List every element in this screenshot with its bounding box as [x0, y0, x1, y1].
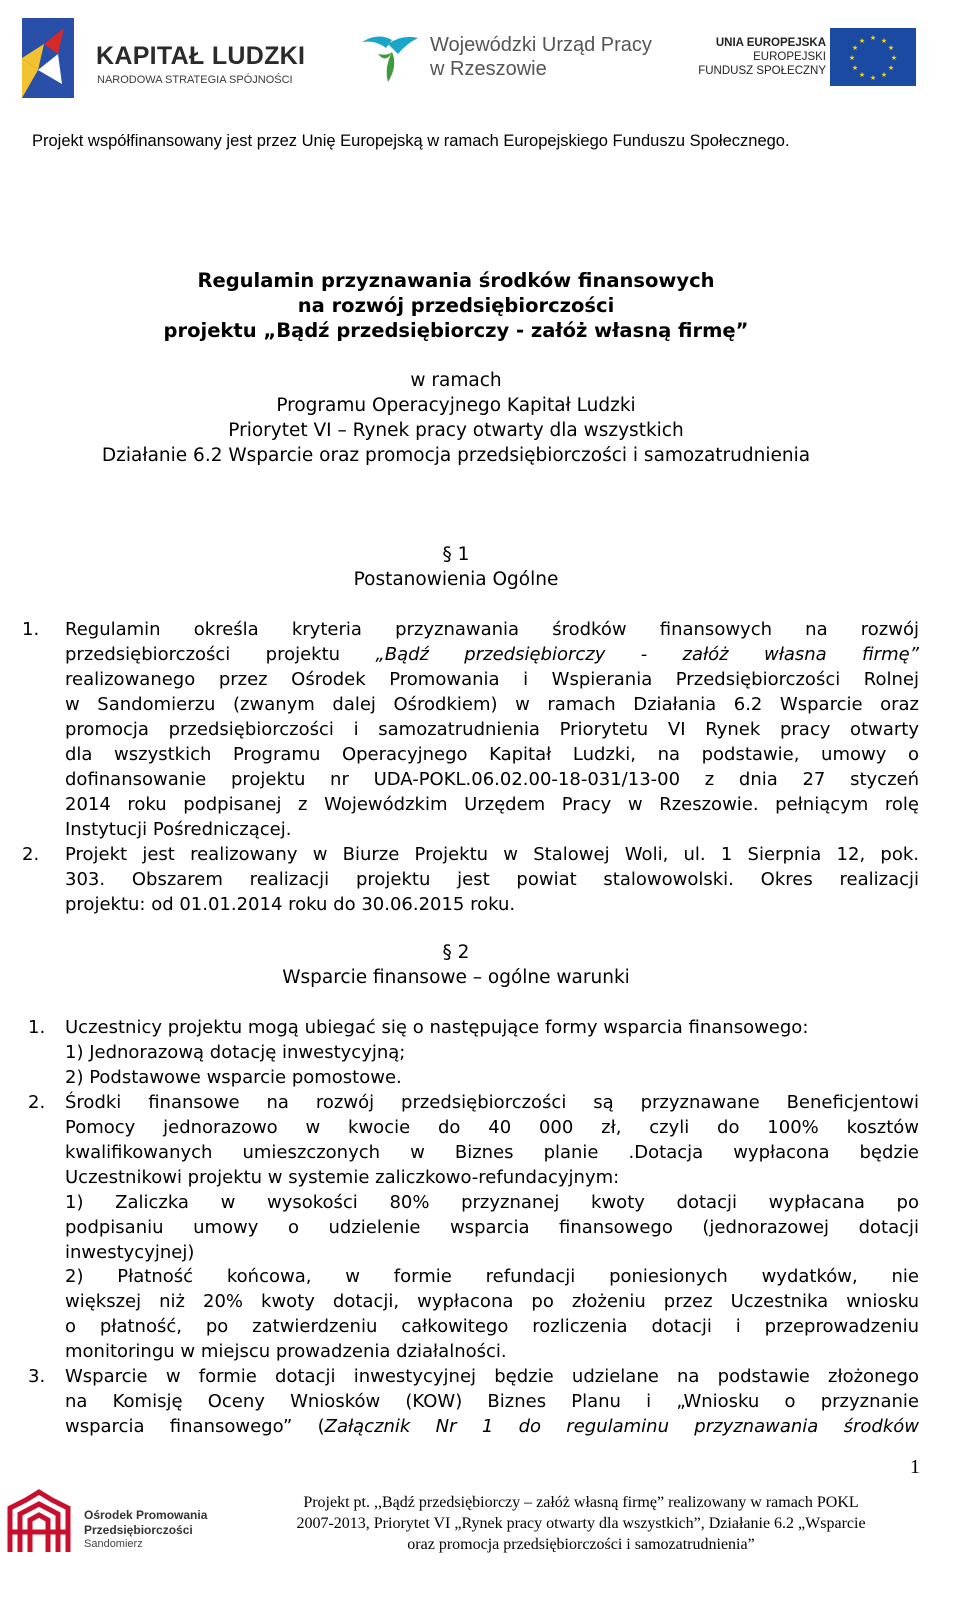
- ospr-line2: Przedsiębiorczości: [84, 1523, 193, 1537]
- svg-text:★: ★: [887, 64, 895, 72]
- svg-text:★: ★: [858, 37, 866, 45]
- svg-text:★: ★: [848, 54, 856, 62]
- kapital-ludzki-title: KAPITAŁ LUDZKI: [96, 42, 306, 70]
- section2-header: [0, 940, 912, 990]
- s2-p2-line10: o płatność, po zatwierdzeniu całkowitego rozliczenia dotacji i przeprowadzeniu: [65, 1316, 919, 1337]
- section1-heading: Postanowienia Ogólne: [353, 569, 559, 590]
- s2-p2-line5: 1) Zaliczka w wysokości 80% przyznanej kwoty dotacji wypłacana po: [65, 1192, 919, 1213]
- page-number: 1: [910, 1456, 920, 1478]
- eu-flag-icon: [830, 28, 916, 86]
- svg-text:★: ★: [890, 54, 898, 62]
- eu-logo-text: [698, 36, 826, 78]
- kapital-ludzki-emblem-icon: [18, 14, 78, 102]
- s2-p2-line7: inwestycyjnej): [65, 1242, 195, 1263]
- kapital-ludzki-logo: [18, 12, 308, 104]
- s1-p1-line6: dla wszystkich Programu Operacyjnego Kapitał Ludzki, na podstawie, umowy o: [65, 744, 919, 765]
- s1-p1-project-name: „Bądź przedsiębiorczy - załóż własna firmę”: [375, 644, 919, 665]
- footer-project-note: [236, 1492, 926, 1555]
- title-line3: projektu „Bądź przedsiębiorczy - załóż własną firmę”: [163, 319, 749, 342]
- section1-header: [0, 542, 912, 592]
- svg-text:★: ★: [880, 37, 888, 45]
- section2-mark: § 2: [442, 942, 470, 963]
- s2-p2-line8: 2) Płatność końcowa, w formie refundacji poniesionych wydatków, nie: [65, 1266, 919, 1287]
- s2-p3-line1: Wsparcie w formie dotacji inwestycyjnej będzie udzielane na podstawie złożonego: [65, 1366, 919, 1387]
- svg-text:★: ★: [851, 64, 859, 72]
- s1-p1-line2: [65, 642, 919, 667]
- s2-p2-line4: Uczestnikowi projektu w systemie zaliczkowo-refundacyjnym:: [65, 1167, 620, 1188]
- s2-p2-number: 2.: [28, 1092, 46, 1113]
- s2-p3-line2: na Komisję Oceny Wniosków (KOW) Biznes Planu i „Wniosku o przyznanie: [65, 1391, 919, 1412]
- s1-p1-number: 1.: [22, 619, 40, 640]
- s1-p1-line8: 2014 roku podpisanej z Wojewódzkim Urzędem Pracy w Rzeszowie. pełniącym rolę: [65, 794, 919, 815]
- wup-rzeszow-logo: [358, 26, 658, 90]
- s2-p3-attachment-ref: Załącznik Nr 1 do regulaminu przyznawania środków: [324, 1416, 919, 1437]
- footer-line3: oraz promocja przedsiębiorczości i samozatrudnienia”: [407, 1536, 755, 1553]
- s2-p2-line11: monitoringu w miejscu prowadzenia działalności.: [65, 1341, 507, 1362]
- title-line1: Regulamin przyznawania środków finansowych: [197, 269, 715, 292]
- ospr-emblem-icon: [4, 1486, 74, 1558]
- s1-p1-line7: dofinansowanie projektu nr UDA-POKL.06.02.00-18-031/13-00 z dnia 27 styczeń: [65, 769, 919, 790]
- eu-line2: EUROPEJSKI: [753, 51, 826, 63]
- kapital-ludzki-subtitle: NARODOWA STRATEGIA SPÓJNOŚCI: [97, 74, 293, 86]
- wup-line2: w Rzeszowie: [430, 58, 547, 80]
- program-block: [0, 368, 912, 468]
- footer-line2: 2007-2013, Priorytet VI „Rynek pracy otwarty dla wszystkich”, Działanie 6.2 „Wsparcie: [296, 1515, 866, 1532]
- svg-text:★: ★: [858, 71, 866, 79]
- s1-p1-line3: realizowanego przez Ośrodek Promowania i Wspierania Przedsiębiorczości Rolnej: [65, 669, 919, 690]
- s2-p3-line3-text: wsparcia finansowego” (: [65, 1416, 325, 1437]
- eu-line3: FUNDUSZ SPOŁECZNY: [698, 65, 826, 77]
- section1-mark: § 1: [442, 544, 470, 565]
- s2-p2-line6: podpisaniu umowy o udzielenie wsparcia finansowego (jednorazowej dotacji: [65, 1217, 919, 1238]
- s1-p1-line1: Regulamin określa kryteria przyznawania środków finansowych na rozwój: [65, 619, 919, 640]
- s1-p2-line3: projektu: od 01.01.2014 roku do 30.06.2015 roku.: [65, 894, 516, 915]
- s2-p1-line1: Uczestnicy projektu mogą ubiegać się o następujące formy wsparcia finansowego:: [65, 1017, 809, 1038]
- title-line2: na rozwój przedsiębiorczości: [297, 294, 615, 317]
- s2-p2-line9: większej niż 20% kwoty dotacji, wypłacona po złożeniu przez Uczestnika wniosku: [65, 1291, 919, 1312]
- program-line1: w ramach: [410, 370, 502, 391]
- s1-p1-line4: w Sandomierzu (zwanym dalej Ośrodkiem) w ramach Działania 6.2 Wsparcie oraz: [65, 694, 919, 715]
- s1-p1-line2-text: przedsiębiorczości projektu: [65, 644, 376, 665]
- svg-text:★: ★: [887, 44, 895, 52]
- s2-p2-line1: Środki finansowe na rozwój przedsiębiorczości są przyznawane Beneficjentowi: [65, 1092, 919, 1113]
- program-line4: Działanie 6.2 Wsparcie oraz promocja przedsiębiorczości i samozatrudnienia: [101, 445, 811, 466]
- svg-text:★: ★: [869, 34, 877, 42]
- s2-p1-item2: 2) Podstawowe wsparcie pomostowe.: [65, 1067, 402, 1088]
- svg-text:★: ★: [869, 74, 877, 82]
- s2-p2-line3: kwalifikowanych umieszczonych w Biznes planie .Dotacja wypłacona będzie: [65, 1142, 919, 1163]
- s2-p1-number: 1.: [28, 1017, 46, 1038]
- ospr-line1: Ośrodek Promowania: [84, 1508, 208, 1522]
- s1-p1-line5: promocja przedsiębiorczości i samozatrudnienia Priorytetu VI Rynek pracy otwarty: [65, 719, 919, 740]
- s2-p3-number: 3.: [28, 1366, 46, 1387]
- s1-p2-line1: Projekt jest realizowany w Biurze Projektu w Stalowej Woli, ul. 1 Sierpnia 12, pok.: [65, 844, 919, 865]
- eu-logo: [690, 18, 930, 96]
- document-title: [0, 268, 912, 343]
- s1-p1-line9: Instytucji Pośredniczącej.: [65, 819, 292, 840]
- section2-heading: Wsparcie finansowe – ogólne warunki: [282, 967, 630, 988]
- s1-p2-number: 2.: [22, 844, 40, 865]
- footer-line1: Projekt pt. ,,Bądź przedsiębiorczy – załóż własną firmę” realizowany w ramach POKL: [303, 1494, 859, 1511]
- svg-text:★: ★: [851, 44, 859, 52]
- program-line2: Programu Operacyjnego Kapitał Ludzki: [276, 395, 636, 416]
- s1-p2-line2: 303. Obszarem realizacji projektu jest powiat stalowowolski. Okres realizacji: [65, 869, 919, 890]
- wup-bird-icon: [358, 26, 424, 86]
- s2-p3-line3: [65, 1414, 919, 1439]
- cofinancing-note: Projekt współfinansowany jest przez Unię Europejską w ramach Europejskiego Funduszu Społecznego.: [32, 132, 790, 150]
- wup-line1: Wojewódzki Urząd Pracy: [430, 34, 652, 56]
- program-line3: Priorytet VI – Rynek pracy otwarty dla wszystkich: [228, 420, 684, 441]
- svg-text:★: ★: [880, 71, 888, 79]
- s2-p1-item1: 1) Jednorazową dotację inwestycyjną;: [65, 1042, 406, 1063]
- ospr-sandomierz-logo: [4, 1484, 234, 1564]
- eu-line1: UNIA EUROPEJSKA: [715, 37, 826, 49]
- ospr-line3: Sandomierz: [84, 1538, 143, 1550]
- header-logos: [0, 0, 960, 120]
- s2-p2-line2: Pomocy jednorazowo w kwocie do 40 000 zł, czyli do 100% kosztów: [65, 1117, 919, 1138]
